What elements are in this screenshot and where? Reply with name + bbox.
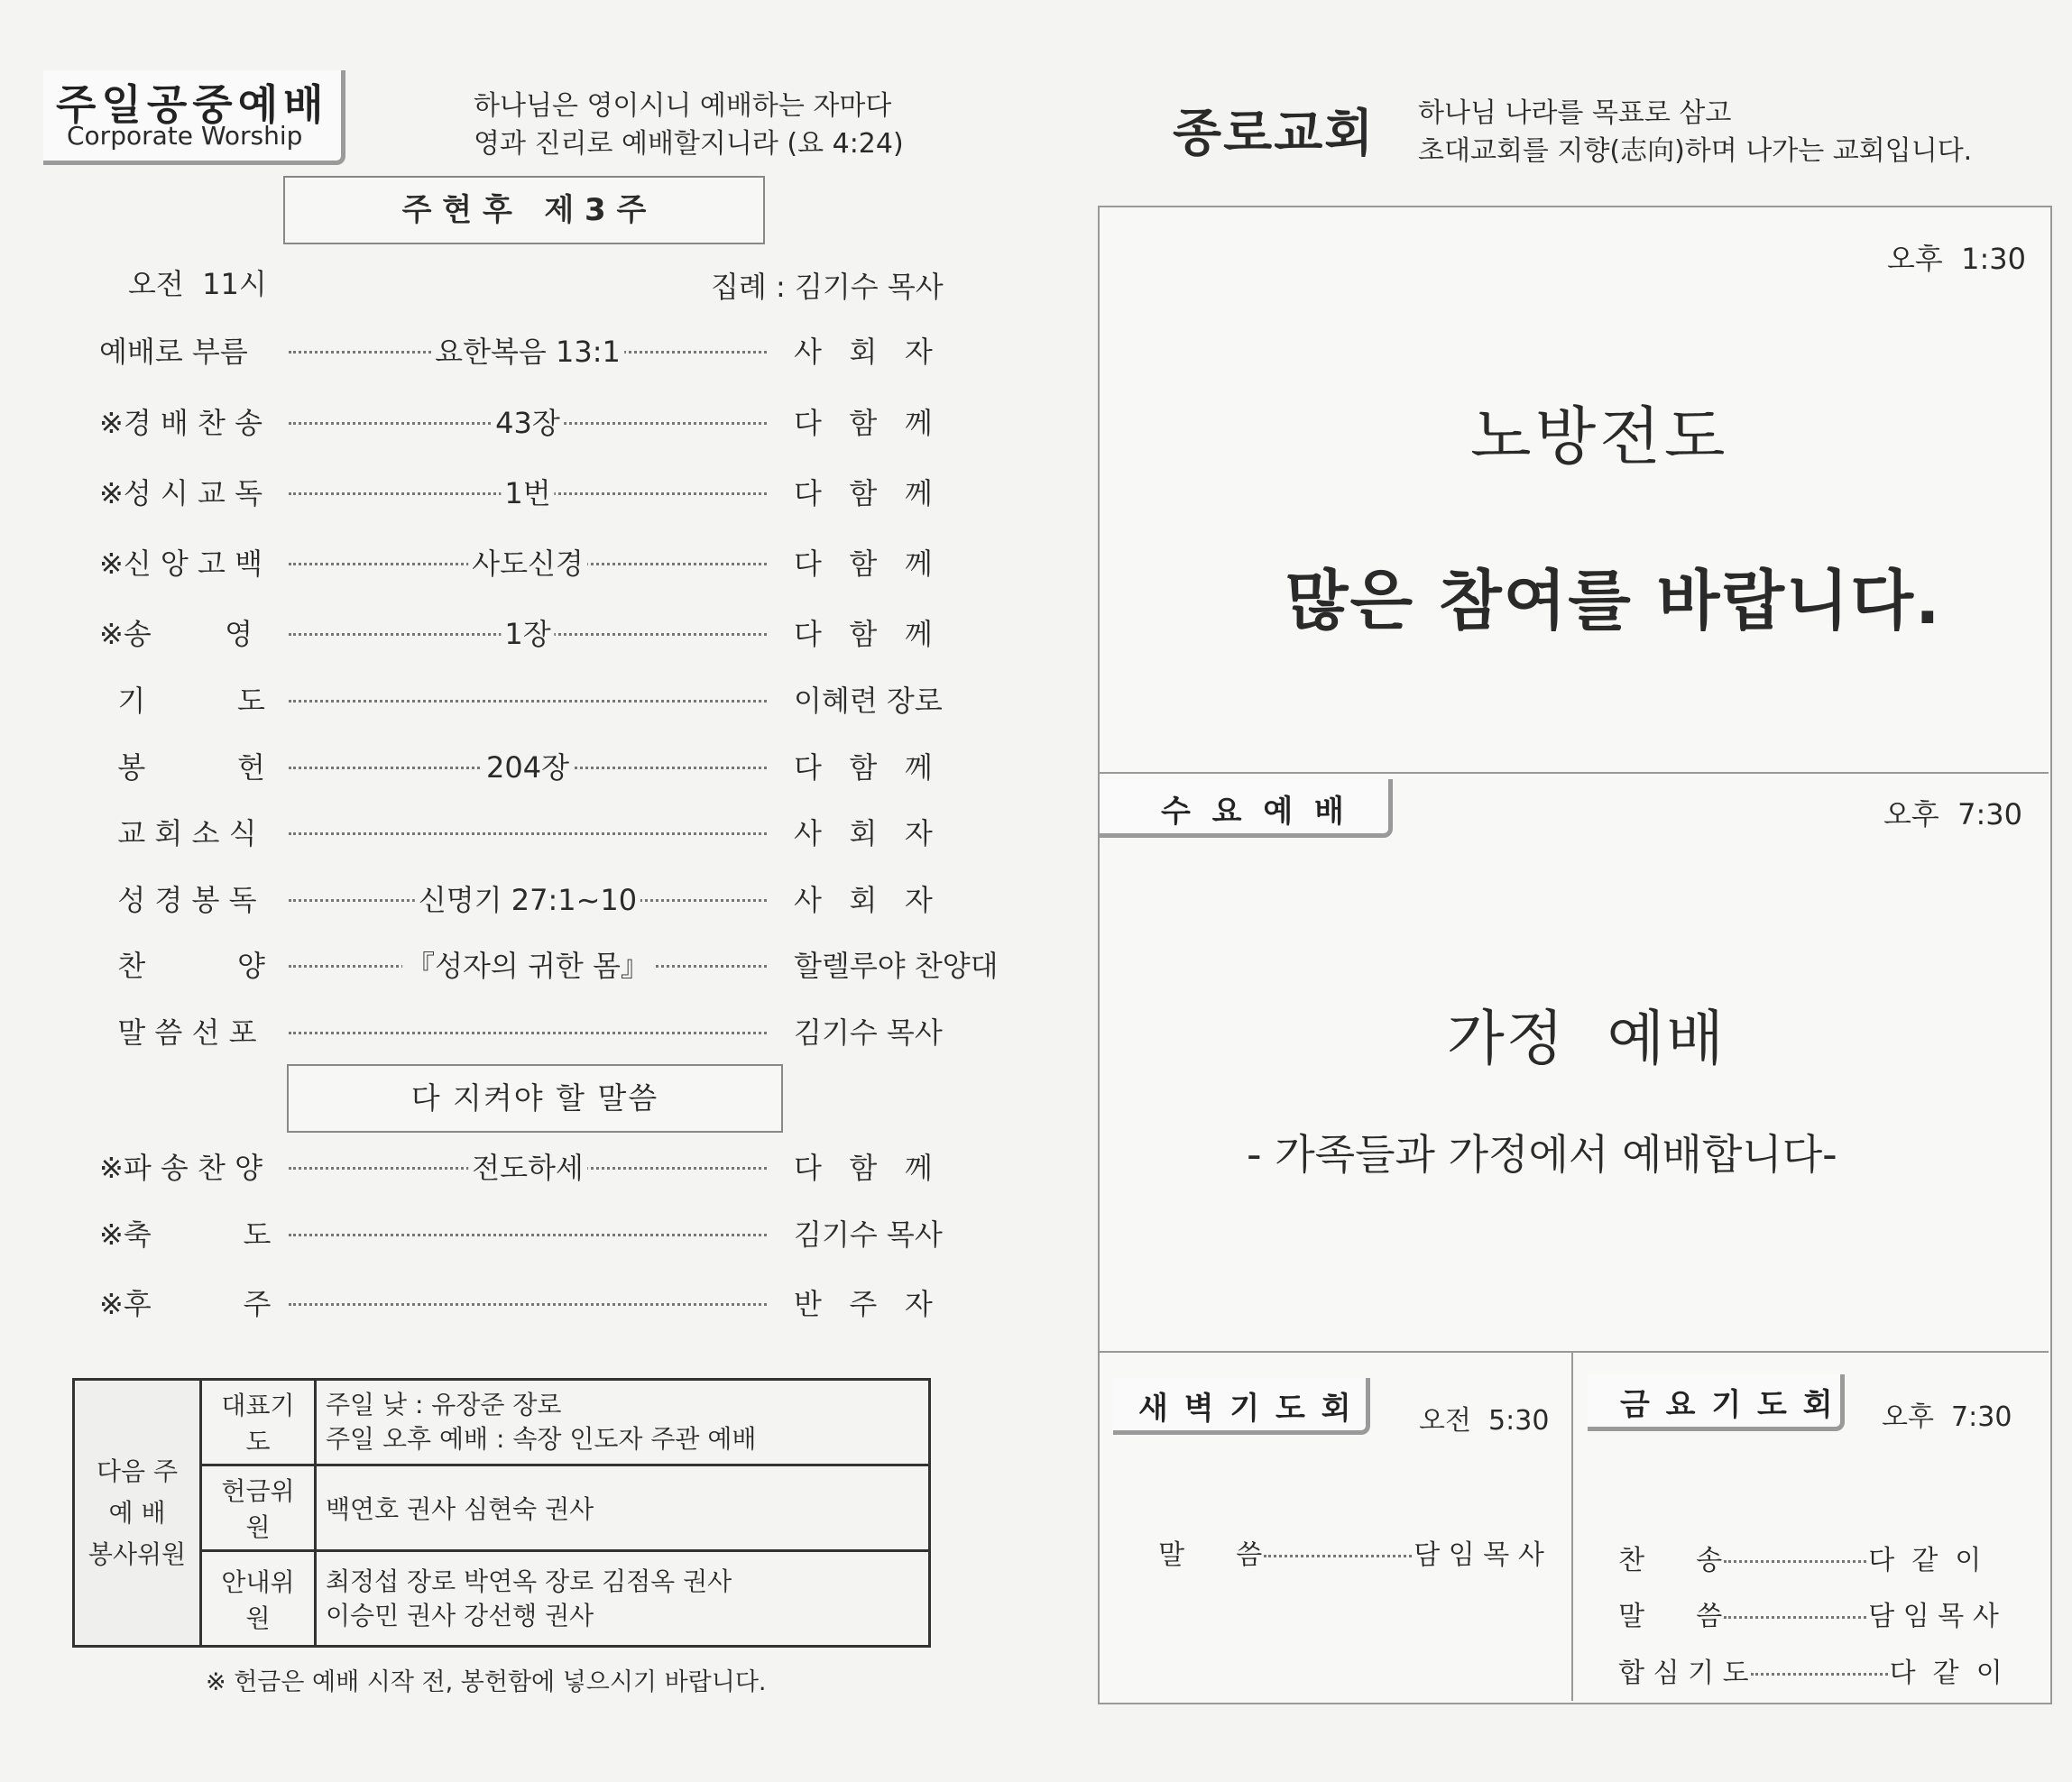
verse-line-2: 영과 진리로 예배할지니라 (요 4:24): [474, 128, 904, 160]
order-label: ※후 주: [99, 1287, 272, 1321]
order-row: [99, 329, 965, 374]
motto-line-1: 하나님 나라를 목표로 삼고: [1418, 97, 1732, 129]
servant-role: 대표기도: [201, 1380, 316, 1465]
home-worship-title: 가정 예배: [1447, 1004, 1726, 1073]
divider: [1571, 1353, 1573, 1701]
fri-row-value: 담 임 목 사: [1868, 1601, 1999, 1632]
order-row: [99, 611, 965, 657]
leader-dots: [289, 1032, 767, 1034]
servant-role: 안내위원: [201, 1551, 316, 1647]
order-label: 찬 양: [99, 949, 265, 983]
street-evangelism-title: 노방전도: [1470, 400, 1729, 473]
order-row: [99, 400, 965, 446]
title-tab: [43, 70, 345, 165]
order-role: 사 회 자: [794, 335, 933, 369]
church-name: 종로교회: [1173, 105, 1376, 163]
wed-title: 수 요 예 배: [1161, 794, 1349, 830]
order-label: ※신 앙 고 백: [99, 547, 262, 581]
order-label: 교 회 소 식: [99, 816, 257, 850]
order-row: [99, 1145, 965, 1190]
order-content: 204장: [483, 745, 573, 786]
servant-names: 백연호 권사 심현숙 권사: [316, 1465, 930, 1551]
order-content: 1장: [501, 611, 554, 653]
leader-dots: [289, 832, 767, 835]
offering-note: ※ 헌금은 예배 시작 전, 봉헌함에 넣으시기 바랍니다.: [206, 1668, 767, 1696]
worship-title: 주일공중예배: [56, 80, 329, 129]
servants-header: [74, 1380, 201, 1647]
street-evangelism-sub: 많은 참여를 바랍니다.: [1285, 563, 1942, 638]
order-label: ※경 배 찬 송: [99, 406, 262, 440]
order-role: 사 회 자: [794, 816, 933, 850]
dawn-row: [1141, 1501, 1544, 1572]
order-label: ※성 시 교 독: [99, 476, 262, 510]
order-role: 다 함 께: [794, 547, 933, 581]
wed-tab: [1100, 779, 1393, 838]
sermon-title-box: [287, 1064, 783, 1133]
week-box: [283, 176, 765, 244]
fri-row-value: 다 같 이: [1868, 1545, 1982, 1576]
motto-line-2: 초대교회를 지향(志向)하며 나가는 교회입니다.: [1418, 135, 1973, 167]
order-label: 예배로 부름: [99, 335, 248, 369]
service-time: 오전 11시: [128, 267, 267, 301]
order-row: [99, 471, 965, 516]
dawn-row-value: 담 임 목 사: [1414, 1539, 1544, 1571]
servant-names: [316, 1551, 930, 1647]
servant-role: 헌금위원: [201, 1465, 316, 1551]
order-label: 말 씀 선 포: [99, 1015, 257, 1050]
order-content: 43장: [492, 400, 564, 442]
order-row: [99, 541, 965, 586]
servant-line: 주일 낮 : 유장준 장로: [326, 1390, 562, 1419]
fri-row: [1601, 1619, 2003, 1690]
home-worship-sub: - 가족들과 가정에서 예배합니다-: [1247, 1130, 1837, 1179]
servants-header-3: 봉사위원: [87, 1539, 187, 1569]
fri-title: 금 요 기 도 회: [1620, 1387, 1836, 1423]
order-label: ※축 도: [99, 1217, 272, 1252]
order-label: ※파 송 찬 양: [99, 1151, 262, 1185]
verse-line-1: 하나님은 영이시니 예배하는 자마다: [474, 90, 892, 122]
divider: [1100, 772, 2049, 774]
dawn-title: 새 벽 기 도 회: [1138, 1391, 1354, 1427]
order-label: 기 도: [99, 684, 265, 718]
fri-row-label: 말 씀: [1618, 1601, 1723, 1632]
leader-dots: [289, 1234, 767, 1236]
order-label: ※송 영: [99, 617, 253, 651]
order-row: [99, 1281, 965, 1327]
order-content: 신명기 27:1~10: [415, 877, 640, 919]
order-row: [99, 811, 965, 856]
servants-header-2: 예 배: [108, 1497, 166, 1528]
order-role: 다 함 께: [794, 617, 933, 651]
order-content: 전도하세: [468, 1145, 587, 1187]
order-content: 『성자의 귀한 몸』: [402, 943, 653, 985]
leader-dots: [1264, 1555, 1412, 1557]
order-role: 다 함 께: [794, 406, 933, 440]
order-content: 1번: [501, 471, 554, 512]
order-label: 성 경 봉 독: [99, 883, 257, 917]
fri-row-label: 찬 송: [1618, 1545, 1723, 1576]
worship-title-en: Corporate Worship: [67, 121, 303, 151]
order-content: 사도신경: [468, 541, 587, 583]
fri-time: 오후 7:30: [1882, 1401, 2012, 1433]
order-role: 할렐루야 찬양대: [794, 949, 999, 983]
order-role: 김기수 목사: [794, 1217, 943, 1252]
dawn-row-label: 말 씀: [1158, 1539, 1263, 1571]
wed-time: 오후 7:30: [1883, 797, 2023, 831]
street-time: 오후 1:30: [1887, 242, 2027, 276]
order-row: [99, 1010, 965, 1055]
officiant: 집례 : 김기수 목사: [711, 270, 944, 304]
order-role: 다 함 께: [794, 1151, 933, 1185]
order-row: [99, 1212, 965, 1257]
servant-line: 주일 오후 예배 : 속장 인도자 주관 예배: [326, 1424, 757, 1454]
order-row: [99, 877, 965, 923]
fri-row-label: 합 심 기 도: [1618, 1658, 1749, 1689]
servant-line: 이승민 권사 강선행 권사: [326, 1600, 594, 1630]
week-label: 주 현 후 제 3 주: [401, 192, 647, 228]
order-content: 요한복음 13:1: [431, 329, 624, 371]
order-role: 사 회 자: [794, 883, 933, 917]
leader-dots: [289, 700, 767, 703]
divider: [1100, 1351, 2049, 1353]
leader-dots: [289, 1303, 767, 1306]
fri-row-value: 다 같 이: [1889, 1658, 2003, 1689]
order-role: 김기수 목사: [794, 1015, 943, 1050]
servants-table: [72, 1378, 931, 1648]
servant-line: 최정섭 장로 박연옥 장로 김점옥 권사: [326, 1566, 732, 1596]
order-role: 다 함 께: [794, 750, 933, 785]
sermon-title: 다 지켜야 할 말씀: [410, 1080, 659, 1116]
order-row: [99, 745, 965, 790]
order-row: [99, 678, 965, 723]
order-label: 봉 헌: [99, 750, 265, 785]
servant-names: [316, 1380, 930, 1465]
order-role: 다 함 께: [794, 476, 933, 510]
servants-header-1: 다음 주: [96, 1456, 179, 1486]
dawn-tab: [1113, 1378, 1370, 1435]
order-row: [99, 943, 999, 988]
dawn-time: 오전 5:30: [1419, 1405, 1550, 1437]
leader-dots: [1751, 1673, 1888, 1676]
fri-tab: [1588, 1374, 1845, 1431]
order-role: 이혜련 장로: [794, 684, 943, 718]
order-role: 반 주 자: [794, 1287, 933, 1321]
